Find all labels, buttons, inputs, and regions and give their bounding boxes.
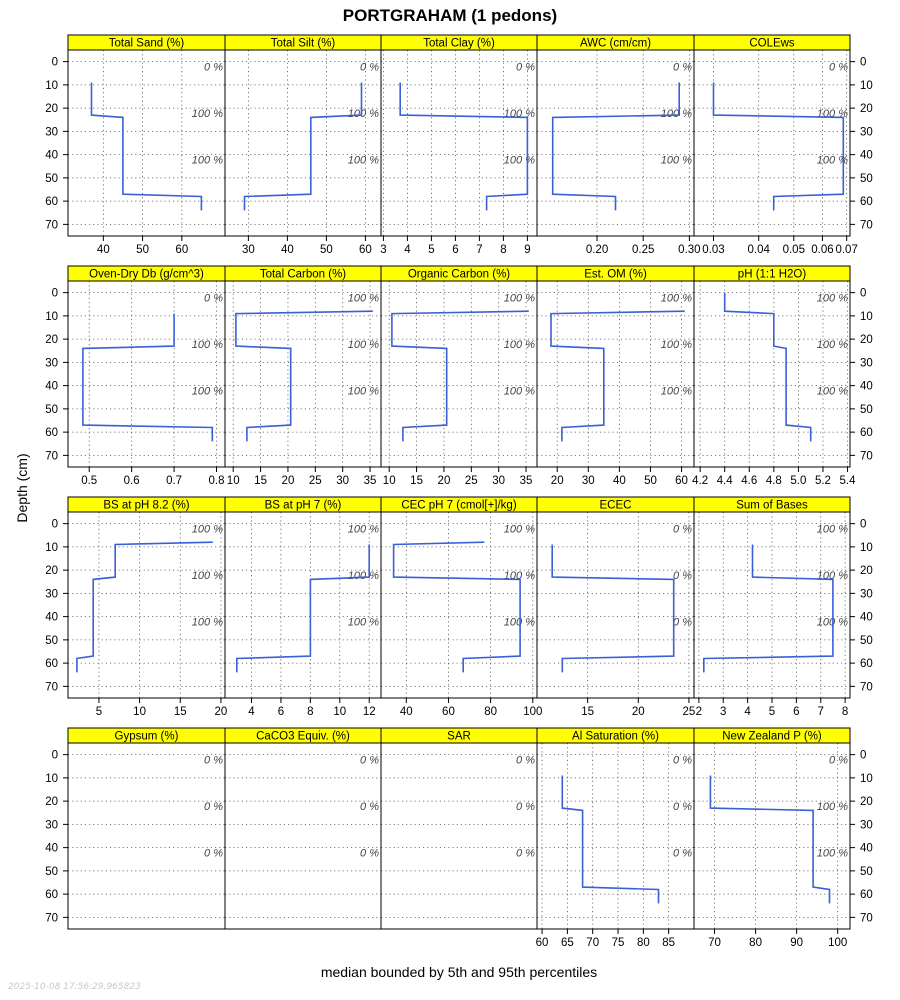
y-tick-label: 70 bbox=[45, 681, 58, 694]
x-tick-label: 40 bbox=[399, 706, 413, 718]
pct-label: 100 % bbox=[816, 800, 848, 813]
pct-label: 100 % bbox=[816, 292, 848, 305]
x-tick-label: 80 bbox=[636, 937, 650, 949]
pct-label: 100 % bbox=[503, 154, 535, 167]
median-line-cec-ph-7-cmol-kg bbox=[394, 542, 520, 672]
pct-label: 0 % bbox=[516, 800, 535, 813]
y-tick-label: 50 bbox=[45, 865, 58, 878]
pct-label: 0 % bbox=[204, 754, 223, 767]
x-tick-label: 0.04 bbox=[747, 244, 770, 256]
x-tick-label: 60 bbox=[175, 244, 189, 256]
x-tick-label: 8 bbox=[307, 706, 314, 718]
x-tick-label: 3 bbox=[380, 244, 387, 256]
y-tick-label: 70 bbox=[45, 912, 58, 925]
x-tick-label: 15 bbox=[254, 475, 267, 487]
pct-label: 0 % bbox=[360, 61, 379, 74]
x-tick-label: 40 bbox=[281, 244, 294, 256]
pct-label: 0 % bbox=[516, 61, 535, 74]
y-tick-label: 20 bbox=[860, 796, 873, 809]
pct-label: 100 % bbox=[816, 569, 848, 582]
y-tick-label: 10 bbox=[45, 541, 58, 554]
strip-title: Total Silt (%) bbox=[270, 37, 336, 50]
x-tick-label: 0.8 bbox=[208, 475, 225, 487]
strip-title: Total Carbon (%) bbox=[259, 268, 347, 281]
panel-ecec bbox=[537, 497, 695, 718]
x-tick-label: 100 bbox=[523, 706, 543, 718]
median-line-total-clay bbox=[400, 83, 527, 211]
panel-bs-at-ph-8-2 bbox=[45, 497, 227, 718]
y-tick-label: 0 bbox=[51, 749, 58, 762]
y-tick-label: 10 bbox=[860, 541, 873, 554]
pct-label: 100 % bbox=[503, 385, 535, 398]
median-line-organic-carbon bbox=[392, 311, 529, 441]
pct-label: 0 % bbox=[673, 847, 692, 860]
y-tick-label: 20 bbox=[860, 334, 873, 347]
x-tick-label: 0.03 bbox=[702, 244, 725, 256]
panel-caco3-equiv bbox=[225, 728, 381, 929]
y-tick-label: 40 bbox=[45, 149, 58, 162]
pct-label: 100 % bbox=[347, 523, 379, 536]
panel-border bbox=[381, 743, 537, 929]
x-tick-label: 0.5 bbox=[81, 475, 98, 487]
strip-title: AWC (cm/cm) bbox=[579, 37, 652, 50]
x-tick-label: 90 bbox=[790, 937, 804, 949]
y-tick-label: 40 bbox=[45, 842, 58, 855]
pct-label: 100 % bbox=[347, 107, 379, 120]
strip-title: Total Sand (%) bbox=[108, 37, 185, 50]
x-tick-label: 0.7 bbox=[166, 475, 183, 487]
panel-border bbox=[68, 281, 225, 467]
panel-border bbox=[381, 512, 537, 698]
pct-label: 0 % bbox=[829, 754, 848, 767]
pct-label: 100 % bbox=[503, 616, 535, 629]
pct-label: 100 % bbox=[660, 107, 692, 120]
pct-label: 100 % bbox=[816, 616, 848, 629]
y-tick-label: 60 bbox=[860, 889, 873, 902]
strip-title: Al Saturation (%) bbox=[572, 730, 659, 743]
pct-label: 100 % bbox=[816, 523, 848, 536]
y-tick-label: 0 bbox=[860, 749, 867, 762]
x-tick-label: 20 bbox=[550, 475, 564, 487]
panel-total-clay bbox=[380, 35, 537, 256]
x-tick-label: 7 bbox=[817, 706, 824, 718]
strip-title: Organic Carbon (%) bbox=[407, 268, 511, 281]
median-line-bs-at-ph-8-2 bbox=[77, 542, 213, 672]
x-tick-label: 70 bbox=[708, 937, 721, 949]
x-tick-label: 5.2 bbox=[814, 475, 831, 487]
panel-total-sand bbox=[45, 35, 225, 256]
y-tick-label: 10 bbox=[45, 772, 58, 785]
pct-label: 100 % bbox=[816, 338, 848, 351]
median-line-new-zealand-p bbox=[710, 776, 829, 904]
x-tick-label: 85 bbox=[662, 937, 676, 949]
x-tick-label: 10 bbox=[226, 475, 240, 487]
panel-border bbox=[694, 50, 850, 236]
pct-label: 100 % bbox=[503, 107, 535, 120]
strip-title: Total Clay (%) bbox=[423, 37, 495, 50]
y-tick-label: 20 bbox=[45, 796, 58, 809]
x-tick-label: 30 bbox=[581, 475, 595, 487]
y-tick-label: 40 bbox=[45, 611, 58, 624]
panel-bs-at-ph-7 bbox=[225, 497, 381, 718]
x-tick-label: 50 bbox=[320, 244, 333, 256]
x-tick-label: 60 bbox=[675, 475, 688, 487]
y-tick-label: 50 bbox=[860, 172, 873, 185]
x-tick-label: 25 bbox=[308, 475, 322, 487]
y-tick-label: 60 bbox=[45, 658, 58, 671]
pct-label: 0 % bbox=[673, 569, 692, 582]
x-tick-label: 20 bbox=[631, 706, 645, 718]
x-tick-label: 65 bbox=[560, 937, 574, 949]
y-tick-label: 30 bbox=[45, 819, 58, 832]
x-tick-label: 4 bbox=[404, 244, 411, 256]
median-line-bs-at-ph-7 bbox=[237, 545, 369, 673]
x-tick-label: 5.4 bbox=[839, 475, 856, 487]
panel-border bbox=[225, 743, 381, 929]
panel-est-om bbox=[537, 266, 694, 487]
panel-oven-dry-db-g-cm-3 bbox=[45, 266, 225, 487]
x-tick-label: 3 bbox=[720, 706, 727, 718]
y-tick-label: 50 bbox=[45, 403, 58, 416]
x-tick-label: 15 bbox=[410, 475, 423, 487]
pct-label: 0 % bbox=[673, 754, 692, 767]
y-tick-label: 10 bbox=[45, 310, 58, 323]
x-tick-label: 4.6 bbox=[741, 475, 758, 487]
y-tick-label: 0 bbox=[51, 287, 58, 300]
pct-label: 0 % bbox=[516, 847, 535, 860]
panel-colews bbox=[694, 35, 873, 256]
panel-border bbox=[225, 512, 381, 698]
y-tick-label: 70 bbox=[860, 681, 873, 694]
x-tick-label: 10 bbox=[333, 706, 347, 718]
panel-new-zealand-p bbox=[694, 728, 873, 949]
pct-label: 100 % bbox=[660, 292, 692, 305]
x-tick-label: 80 bbox=[749, 937, 762, 949]
y-tick-label: 70 bbox=[45, 219, 58, 232]
median-line-oven-dry-db-g-cm-3 bbox=[83, 314, 212, 442]
x-tick-label: 0.06 bbox=[811, 244, 834, 256]
panel-border bbox=[381, 50, 537, 236]
x-tick-label: 6 bbox=[452, 244, 459, 256]
y-tick-label: 40 bbox=[860, 842, 873, 855]
y-tick-label: 60 bbox=[45, 427, 58, 440]
pct-label: 100 % bbox=[816, 154, 848, 167]
x-tick-label: 12 bbox=[362, 706, 376, 718]
panel-border bbox=[537, 281, 694, 467]
x-tick-label: 25 bbox=[464, 475, 478, 487]
pct-label: 100 % bbox=[503, 569, 535, 582]
x-tick-label: 25 bbox=[682, 706, 696, 718]
y-tick-label: 70 bbox=[45, 450, 58, 463]
median-line-colews bbox=[714, 83, 844, 211]
x-tick-label: 4.4 bbox=[716, 475, 733, 487]
y-tick-label: 20 bbox=[45, 103, 58, 116]
y-tick-label: 30 bbox=[860, 126, 873, 139]
panel-border bbox=[537, 743, 694, 929]
pct-label: 0 % bbox=[673, 800, 692, 813]
x-tick-label: 4.8 bbox=[765, 475, 782, 487]
x-tick-label: 60 bbox=[359, 244, 372, 256]
x-tick-label: 5 bbox=[768, 706, 776, 718]
strip-title: pH (1:1 H2O) bbox=[737, 268, 807, 281]
y-tick-label: 50 bbox=[45, 634, 58, 647]
y-tick-label: 20 bbox=[860, 565, 873, 578]
panel-border bbox=[694, 743, 850, 929]
y-tick-label: 40 bbox=[45, 380, 58, 393]
median-line-ecec bbox=[552, 545, 674, 673]
y-axis-label: Depth (cm) bbox=[14, 453, 30, 523]
y-tick-label: 30 bbox=[860, 588, 873, 601]
strip-title: Est. OM (%) bbox=[584, 268, 647, 281]
y-tick-label: 0 bbox=[860, 56, 867, 69]
pct-label: 100 % bbox=[816, 107, 848, 120]
y-tick-label: 70 bbox=[860, 219, 873, 232]
x-tick-label: 20 bbox=[281, 475, 295, 487]
pct-label: 100 % bbox=[347, 385, 379, 398]
panel-sum-of-bases bbox=[694, 497, 873, 718]
y-tick-label: 30 bbox=[45, 588, 58, 601]
y-tick-label: 50 bbox=[860, 865, 873, 878]
strip-title: ECEC bbox=[599, 499, 632, 512]
y-tick-label: 50 bbox=[860, 403, 873, 416]
pct-label: 100 % bbox=[347, 569, 379, 582]
x-tick-label: 6 bbox=[793, 706, 800, 718]
panel-border bbox=[68, 743, 225, 929]
pct-label: 0 % bbox=[673, 61, 692, 74]
y-tick-label: 10 bbox=[45, 79, 58, 92]
pct-label: 0 % bbox=[204, 800, 223, 813]
x-tick-label: 15 bbox=[173, 706, 187, 718]
panel-grid bbox=[45, 35, 873, 949]
x-tick-label: 0.07 bbox=[835, 244, 858, 256]
x-tick-label: 70 bbox=[586, 937, 600, 949]
timestamp-label: 2025-10-08 17:56:29.965823 bbox=[8, 982, 141, 992]
panel-al-saturation bbox=[536, 728, 694, 949]
x-tick-label: 0.20 bbox=[585, 244, 609, 256]
panel-border bbox=[381, 281, 537, 467]
x-tick-label: 4 bbox=[744, 706, 751, 718]
panel-awc-cm-cm bbox=[537, 35, 701, 256]
y-tick-label: 60 bbox=[860, 196, 873, 209]
y-tick-label: 60 bbox=[860, 427, 873, 440]
x-tick-label: 0.6 bbox=[123, 475, 140, 487]
x-tick-label: 9 bbox=[524, 244, 531, 256]
panel-border bbox=[225, 281, 381, 467]
strip-title: BS at pH 7 (%) bbox=[264, 499, 342, 512]
median-line-al-saturation bbox=[562, 776, 658, 904]
panel-total-silt bbox=[225, 35, 381, 256]
panel-gypsum bbox=[45, 728, 225, 929]
median-line-total-sand bbox=[92, 83, 202, 211]
x-tick-label: 8 bbox=[500, 244, 507, 256]
pct-label: 100 % bbox=[347, 292, 379, 305]
strip-title: Gypsum (%) bbox=[114, 730, 179, 743]
panel-sar bbox=[381, 728, 537, 929]
pct-label: 100 % bbox=[503, 523, 535, 536]
y-tick-label: 60 bbox=[45, 196, 58, 209]
pct-label: 100 % bbox=[191, 338, 223, 351]
y-tick-label: 10 bbox=[860, 79, 873, 92]
pct-label: 0 % bbox=[673, 523, 692, 536]
y-tick-label: 30 bbox=[860, 819, 873, 832]
y-tick-label: 30 bbox=[45, 126, 58, 139]
x-tick-label: 8 bbox=[841, 706, 849, 718]
y-tick-label: 10 bbox=[860, 310, 873, 323]
y-tick-label: 10 bbox=[860, 772, 873, 785]
x-tick-label: 60 bbox=[442, 706, 455, 718]
x-tick-label: 7 bbox=[476, 244, 483, 256]
pct-label: 100 % bbox=[660, 338, 692, 351]
x-tick-label: 20 bbox=[214, 706, 228, 718]
x-tick-label: 100 bbox=[828, 937, 848, 949]
x-tick-label: 5 bbox=[95, 706, 103, 718]
x-tick-label: 30 bbox=[242, 244, 255, 256]
pct-label: 100 % bbox=[191, 569, 223, 582]
median-line-ph-1-1-h2o bbox=[725, 293, 811, 442]
pct-label: 0 % bbox=[829, 61, 848, 74]
y-tick-label: 30 bbox=[45, 357, 58, 370]
pct-label: 100 % bbox=[191, 523, 223, 536]
strip-title: COLEws bbox=[749, 37, 795, 50]
x-tick-label: 40 bbox=[96, 244, 110, 256]
x-tick-label: 5.0 bbox=[790, 475, 807, 487]
pct-label: 100 % bbox=[191, 107, 223, 120]
y-tick-label: 0 bbox=[51, 518, 58, 531]
y-tick-label: 70 bbox=[860, 912, 873, 925]
x-tick-label: 75 bbox=[611, 937, 625, 949]
strip-title: CaCO3 Equiv. (%) bbox=[256, 730, 350, 743]
median-line-est-om bbox=[551, 311, 685, 441]
pct-label: 100 % bbox=[347, 154, 379, 167]
x-tick-label: 50 bbox=[644, 475, 657, 487]
y-tick-label: 60 bbox=[45, 889, 58, 902]
x-tick-label: 10 bbox=[133, 706, 146, 718]
y-tick-label: 0 bbox=[860, 518, 867, 531]
x-tick-label: 2 bbox=[695, 706, 703, 718]
x-axis-label: median bounded by 5th and 95th percentiles bbox=[320, 964, 598, 980]
y-tick-label: 50 bbox=[45, 172, 58, 185]
x-tick-label: 40 bbox=[612, 475, 626, 487]
pct-label: 0 % bbox=[673, 616, 692, 629]
x-tick-label: 60 bbox=[535, 937, 549, 949]
pct-label: 100 % bbox=[660, 154, 692, 167]
x-tick-label: 20 bbox=[437, 475, 451, 487]
y-tick-label: 20 bbox=[45, 565, 58, 578]
panel-border bbox=[694, 281, 850, 467]
pct-label: 100 % bbox=[347, 338, 379, 351]
x-tick-label: 10 bbox=[382, 475, 396, 487]
strip-title: New Zealand P (%) bbox=[722, 730, 822, 743]
x-tick-label: 4 bbox=[248, 706, 255, 718]
strip-title: Sum of Bases bbox=[736, 499, 808, 512]
y-tick-label: 40 bbox=[860, 380, 873, 393]
y-tick-label: 0 bbox=[860, 287, 867, 300]
x-tick-label: 0.25 bbox=[632, 244, 655, 256]
y-tick-label: 0 bbox=[51, 56, 58, 69]
pct-label: 0 % bbox=[360, 800, 379, 813]
y-tick-label: 40 bbox=[860, 149, 873, 162]
pct-label: 100 % bbox=[191, 385, 223, 398]
pct-label: 0 % bbox=[204, 61, 223, 74]
x-tick-label: 30 bbox=[336, 475, 350, 487]
y-tick-label: 40 bbox=[860, 611, 873, 624]
x-tick-label: 30 bbox=[492, 475, 506, 487]
pct-label: 100 % bbox=[503, 292, 535, 305]
y-tick-label: 60 bbox=[860, 658, 873, 671]
pct-label: 0 % bbox=[516, 754, 535, 767]
strip-title: BS at pH 8.2 (%) bbox=[103, 499, 190, 512]
strip-title: SAR bbox=[447, 730, 471, 743]
pct-label: 100 % bbox=[191, 616, 223, 629]
panel-border bbox=[68, 512, 225, 698]
median-line-total-carbon bbox=[236, 311, 373, 441]
x-tick-label: 35 bbox=[519, 475, 533, 487]
pct-label: 100 % bbox=[660, 385, 692, 398]
strip-title: CEC pH 7 (cmol[+]/kg) bbox=[401, 499, 517, 512]
x-tick-label: 5 bbox=[428, 244, 435, 256]
pct-label: 0 % bbox=[360, 754, 379, 767]
pct-label: 0 % bbox=[204, 847, 223, 860]
y-tick-label: 20 bbox=[45, 334, 58, 347]
panel-total-carbon bbox=[225, 266, 381, 487]
panel-border bbox=[537, 512, 694, 698]
chart-title: PORTGRAHAM (1 pedons) bbox=[342, 6, 558, 25]
panel-ph-1-1-h2o bbox=[692, 266, 873, 487]
x-tick-label: 0.05 bbox=[782, 244, 805, 256]
strip-title: Oven-Dry Db (g/cm^3) bbox=[89, 268, 204, 281]
panel-cec-ph-7-cmol-kg bbox=[381, 497, 542, 718]
x-tick-label: 35 bbox=[363, 475, 377, 487]
x-tick-label: 4.2 bbox=[692, 475, 709, 487]
x-tick-label: 80 bbox=[484, 706, 498, 718]
x-tick-label: 50 bbox=[136, 244, 149, 256]
y-tick-label: 30 bbox=[860, 357, 873, 370]
y-tick-label: 50 bbox=[860, 634, 873, 647]
y-tick-label: 20 bbox=[860, 103, 873, 116]
median-line-sum-of-bases bbox=[704, 545, 833, 673]
pct-label: 100 % bbox=[191, 154, 223, 167]
pct-label: 100 % bbox=[503, 338, 535, 351]
pct-label: 100 % bbox=[347, 616, 379, 629]
pct-label: 100 % bbox=[816, 847, 848, 860]
pct-label: 0 % bbox=[204, 292, 223, 305]
median-line-awc-cm-cm bbox=[553, 83, 680, 211]
pct-label: 100 % bbox=[816, 385, 848, 398]
x-tick-label: 0.30 bbox=[678, 244, 701, 256]
panel-organic-carbon bbox=[381, 266, 537, 487]
y-tick-label: 70 bbox=[860, 450, 873, 463]
x-tick-label: 6 bbox=[277, 706, 285, 718]
median-line-total-silt bbox=[245, 83, 362, 211]
x-tick-label: 15 bbox=[581, 706, 595, 718]
pct-label: 0 % bbox=[360, 847, 379, 860]
